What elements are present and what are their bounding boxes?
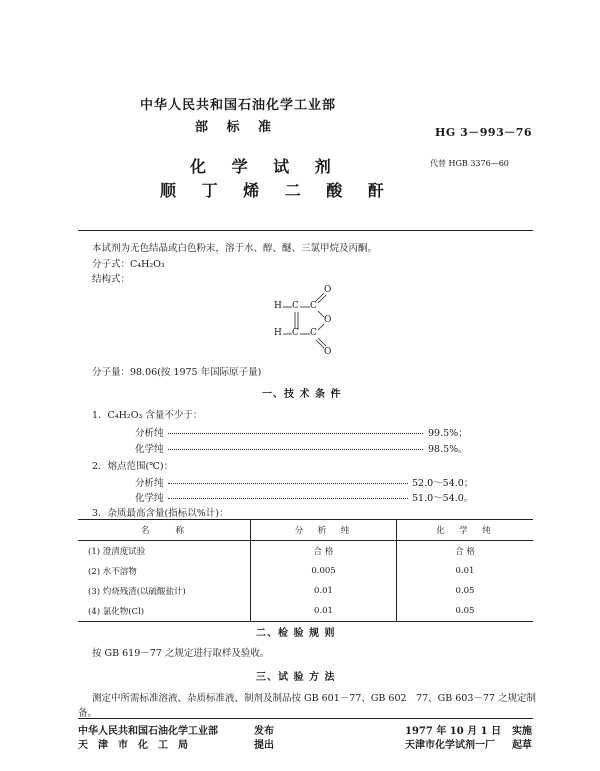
description-text: 本试剂为无色结晶或白色粉末，溶于水、醇、醚、三氯甲烷及丙酮。 xyxy=(92,243,378,254)
impurity-table xyxy=(78,519,533,622)
atom-c1: C xyxy=(292,301,299,311)
ministry-title: 中华人民共和国石油化学工业部 xyxy=(140,98,337,113)
item3-text: 3．杂质最高含量(指标以%计)： xyxy=(92,508,229,519)
draft-label: 起草 xyxy=(512,740,532,751)
impurity-name: (2) 水不溶物 xyxy=(88,567,137,577)
header-divider xyxy=(78,230,533,231)
impurity-ar-value: 合 格 xyxy=(251,541,397,562)
col-name-header: 名 称 xyxy=(78,520,251,541)
standard-type: 部 标 准 xyxy=(195,120,272,135)
leader-dots xyxy=(168,449,423,450)
footer-divider xyxy=(78,718,533,719)
effective-date: 1977 年 10 月 1 日 xyxy=(405,726,502,737)
item1-text: 1．C₄H₂O₃ 含量不少于： xyxy=(92,410,203,421)
item1-cp-label: 化学纯 xyxy=(135,444,164,455)
impurity-ar-value: 0.01 xyxy=(251,581,397,601)
atom-c2: C xyxy=(310,301,317,311)
atom-c4: C xyxy=(310,328,317,338)
section3-title: 三、试 验 方 法 xyxy=(256,672,336,683)
standard-code: HG 3－993－76 xyxy=(435,126,533,139)
leader-dots xyxy=(168,498,408,499)
impurity-name: (3) 灼烧残渣(以硫酸盐计) xyxy=(88,587,186,597)
col-cp-header: 化 学 纯 xyxy=(397,520,534,541)
propose-label: 提出 xyxy=(254,740,274,751)
section2-title: 二、检 验 规 则 xyxy=(256,628,336,639)
effective-label: 实施 xyxy=(512,726,532,737)
publisher-name: 中华人民共和国石油化学工业部 xyxy=(78,726,218,737)
table-row xyxy=(78,561,533,581)
leader-dots xyxy=(168,483,408,484)
item1-ar-value: 99.5%； xyxy=(428,428,468,439)
item1-cp-value: 98.5%。 xyxy=(428,444,468,455)
item2-text: 2．熔点范围(℃)： xyxy=(92,461,174,472)
product-name-title: 顺 丁 烯 二 酸 酐 xyxy=(160,181,389,200)
structure-label: 结构式： xyxy=(92,274,131,285)
atom-o-top: O xyxy=(324,285,332,295)
molecular-weight: 分子量：98.06(按 1975 年国际原子量) xyxy=(92,367,262,378)
item2-ar-value: 52.0～54.0； xyxy=(412,478,474,489)
item1-ar-label: 分析纯 xyxy=(135,428,164,439)
atom-h-top: H xyxy=(274,301,282,311)
item2-cp-value: 51.0～54.0。 xyxy=(412,493,474,504)
table-header-row xyxy=(78,520,533,541)
drafter-name: 天津市化学试剂一厂 xyxy=(405,740,495,751)
item2-ar-label: 分析纯 xyxy=(135,478,164,489)
section2-text: 按 GB 619－77 之规定进行取样及验收。 xyxy=(92,648,270,659)
table-row xyxy=(78,541,533,562)
col-ar-header: 分 析 纯 xyxy=(251,520,397,541)
proposer-name: 天 津 市 化 工 局 xyxy=(78,740,188,751)
atom-c3: C xyxy=(292,328,299,338)
table-row xyxy=(78,601,533,622)
atom-o-bottom: O xyxy=(324,347,332,357)
leader-dots xyxy=(168,433,423,434)
atom-h-bottom: H xyxy=(274,328,282,338)
atom-o-ring: O xyxy=(324,315,332,325)
impurity-cp-value: 0.05 xyxy=(397,581,534,601)
impurity-cp-value: 合 格 xyxy=(397,541,534,562)
table-row xyxy=(78,581,533,601)
section3-text-line2: 备。 xyxy=(78,708,98,719)
impurity-cp-value: 0.05 xyxy=(397,601,534,622)
replaces-note: 代替 HGB 3376—60 xyxy=(430,159,509,168)
structural-formula xyxy=(270,285,340,360)
formula-text: 分子式：C₄H₂O₃ xyxy=(92,259,165,270)
section3-text-line1: 测定中所需标准溶液、杂质标准液、制剂及制品按 GB 601－77、GB 602 77、GB 603－77 之规定制 xyxy=(92,693,536,704)
publish-label: 发布 xyxy=(254,726,274,737)
item2-cp-label: 化学纯 xyxy=(135,493,164,504)
category-title: 化 学 试 剂 xyxy=(190,157,337,176)
impurity-ar-value: 0.005 xyxy=(251,561,397,581)
section1-title: 一、技 术 条 件 xyxy=(262,389,342,400)
impurity-ar-value: 0.01 xyxy=(251,601,397,622)
impurity-name: (4) 氯化物(Cl) xyxy=(78,601,251,622)
impurity-cp-value: 0.01 xyxy=(397,561,534,581)
impurity-name: (1) 澄清度试验 xyxy=(88,547,146,557)
